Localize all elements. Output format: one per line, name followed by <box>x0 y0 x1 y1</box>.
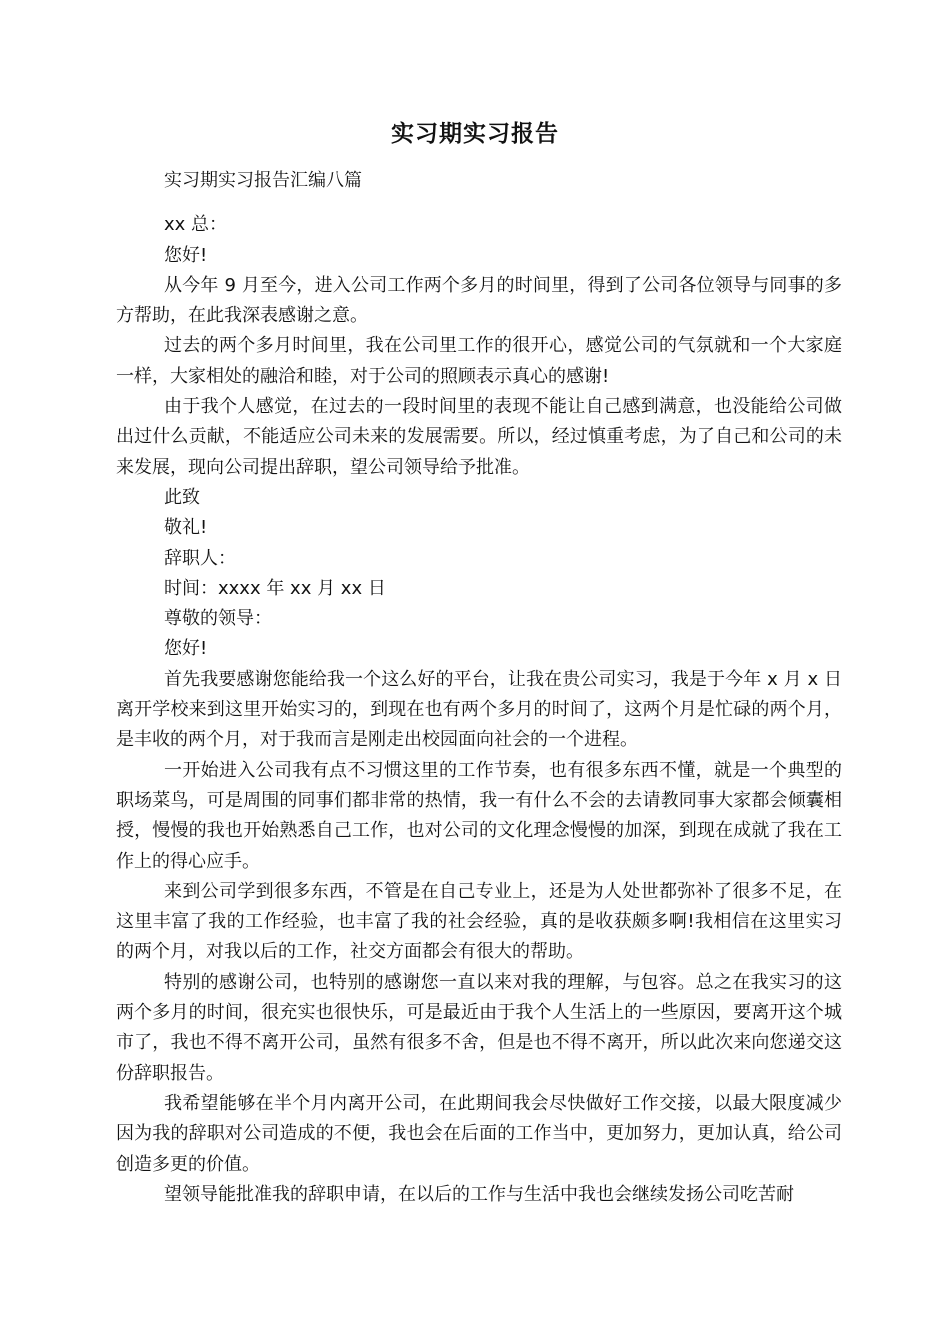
salutation: xx 总： <box>164 214 228 236</box>
signature-line: 辞职人： <box>164 547 236 569</box>
paragraph: 来到公司学到很多东西，不管是在自己专业上，还是为人处世都弥补了很多不足，在这里丰富了我的工作经验，也丰富了我的社会经验，真的是收获颇多啊!我相信在这里实习的两个月，对我以后的工作，社交方面都会有很大的帮助。 <box>116 880 842 963</box>
closing: 敬礼! <box>164 517 208 539</box>
closing: 此致 <box>164 486 200 508</box>
paragraph: 望领导能批准我的辞职申请，在以后的工作与生活中我也会继续发扬公司吃苦耐 <box>164 1183 794 1205</box>
paragraph: 由于我个人感觉，在过去的一段时间里的表现不能让自己感到满意，也没能给公司做出过什么贡献，不能适应公司未来的发展需要。所以，经过慎重考虑，为了自己和公司的未来发展，现向公司提出辞职，望公司领导给予批准。 <box>116 396 842 478</box>
greeting: 您好! <box>164 244 208 266</box>
document-body <box>116 166 842 1210</box>
document-title: 实习期实习报告 <box>391 121 559 147</box>
greeting: 您好! <box>164 638 208 660</box>
paragraph: 一开始进入公司我有点不习惯这里的工作节奏，也有很多东西不懂，就是一个典型的职场菜鸟，可是周围的同事们都非常的热情，我一有什么不会的去请教同事大家都会倾囊相授，慢慢的我也开始熟悉自己工作，也对公司的文化理念慢慢的加深，到现在成就了我在工作上的得心应手。 <box>116 759 842 872</box>
paragraph: 我希望能够在半个月内离开公司，在此期间我会尽快做好工作交接，以最大限度减少因为我的辞职对公司造成的不便，我也会在后面的工作当中，更加努力，更加认真，给公司创造多更的价值。 <box>116 1092 842 1175</box>
paragraph: 过去的两个多月时间里，我在公司里工作的很开心，感觉公司的气氛就和一个大家庭一样，大家相处的融洽和睦，对于公司的照顾表示真心的感谢! <box>116 335 842 387</box>
subtitle: 实习期实习报告汇编八篇 <box>164 170 362 191</box>
paragraph: 特别的感谢公司，也特别的感谢您一直以来对我的理解，与包容。总之在我实习的这两个多月的时间，很充实也很快乐，可是最近由于我个人生活上的一些原因，要离开这个城市了，我也不得不离开公司，虽然有很多不舍，但是也不得不离开，所以此次来向您递交这份辞职报告。 <box>116 971 842 1084</box>
salutation: 尊敬的领导： <box>164 608 272 630</box>
date-line: 时间：xxxx 年 xx 月 xx 日 <box>164 577 386 599</box>
paragraph: 首先我要感谢您能给我一个这么好的平台，让我在贵公司实习，我是于今年 x 月 x 日离开学校来到这里开始实习的，到现在也有两个多月的时间了，这两个月是忙碌的两个月，是丰收的两个月，对于我而言是刚走出校园面向社会的一个进程。 <box>116 668 842 751</box>
paragraph: 从今年 9 月至今，进入公司工作两个多月的时间里，得到了公司各位领导与同事的多方帮助，在此我深表感谢之意。 <box>116 274 842 327</box>
